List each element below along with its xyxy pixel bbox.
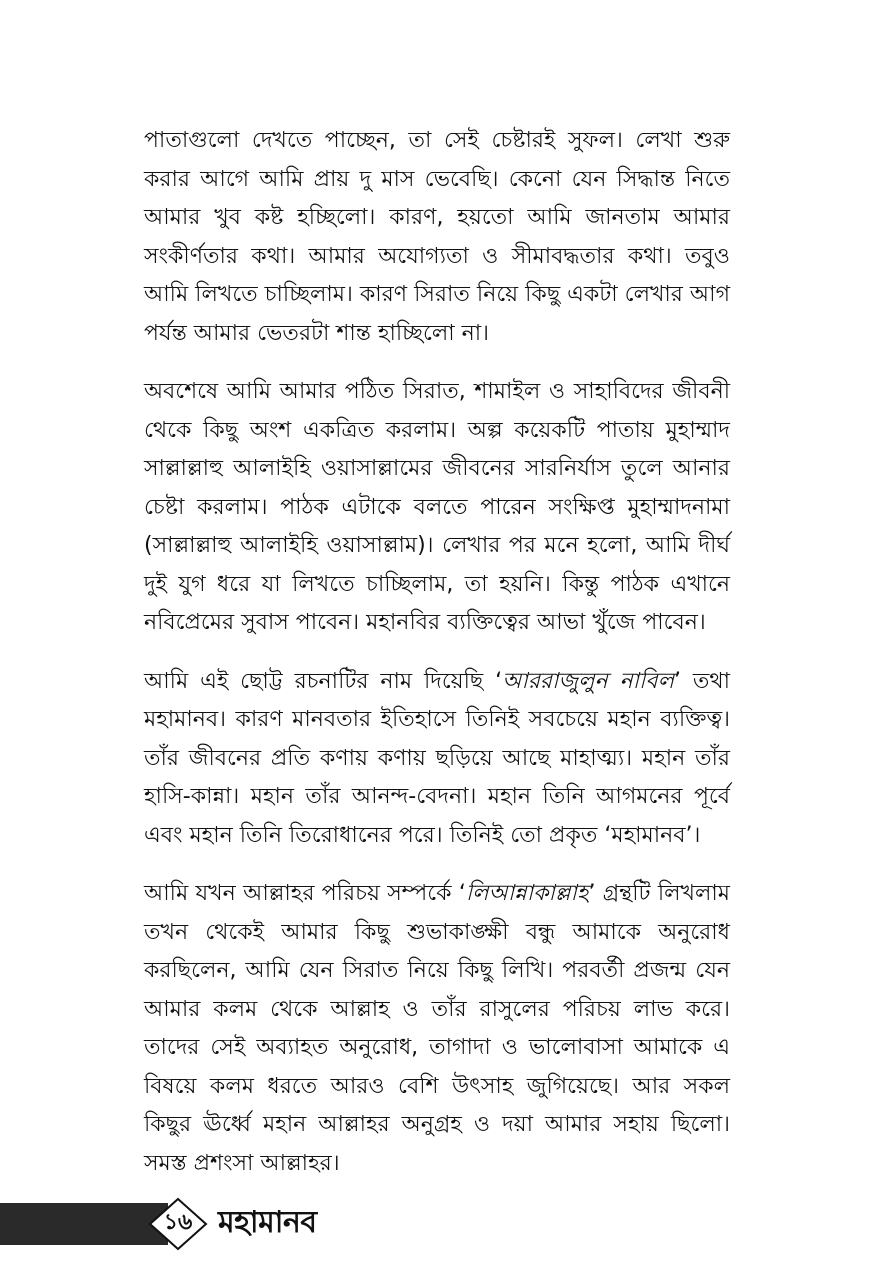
- paragraph: [144, 122, 730, 353]
- paragraph: [144, 663, 730, 856]
- paragraph: [144, 875, 730, 1183]
- page-body: [144, 122, 730, 1203]
- page-number: ১৬: [163, 1210, 193, 1235]
- paragraph-text: ’ গ্রন্থটি লিখলাম তখন থেকেই আমার কিছু শুভাকাঙ্ক্ষী বন্ধু আমাকে অনুরোধ করছিলেন, আমি যেন সিরাত নিয়ে কিছু লিখি। পরবর্তী প্রজন্ম যেন আমার কলম থেকে আল্লাহ ও তাঁর রাসুলের পরিচয় লাভ করে। তাদের সেই অব্যাহত অনুরোধ, তাগাদা ও ভালোবাসা আমাকে এ বিষয়ে কলম ধরতে আরও বেশি উৎসাহ জুগিয়েছে। আর সকল কিছুর ঊর্ধ্বে মহান আল্লাহর অনুগ্রহ ও দয়া আমার সহায় ছিলো। সমস্ত প্রশংসা আল্লাহর।: [144, 881, 730, 1176]
- paragraph-text: আমি যখন আল্লাহর পরিচয় সম্পর্কে ‘: [144, 881, 466, 906]
- paragraph: [144, 373, 730, 643]
- paragraph-text: অবশেষে আমি আমার পঠিত সিরাত, শামাইল ও সাহাবিদের জীবনী থেকে কিছু অংশ একত্রিত করলাম। অল্প কয়েকটি পাতায় মুহাম্মাদ সাল্লাল্লাহু আলাইহি ওয়াসাল্লামের জীবনের সারনির্যাস তুলে আনার চেষ্টা করলাম। পাঠক এটাকে বলতে পারেন সংক্ষিপ্ত মুহাম্মাদনামা (সাল্লাল্লাহু আলাইহি ওয়াসাল্লাম)। লেখার পর মনে হলো, আমি দীর্ঘ দুই যুগ ধরে যা লিখতে চাচ্ছিলাম, তা হয়নি। কিন্তু পাঠক এখানে নবিপ্রেমের সুবাস পাবেন। মহানবির ব্যক্তিত্বের আভা খুঁজে পাবেন।: [144, 379, 730, 635]
- book-name-italic: লিআন্নাকাল্লাহ: [465, 881, 589, 906]
- book-name-italic: আররাজুলুন নাবিল: [502, 668, 674, 694]
- footer-bar: [0, 1203, 168, 1245]
- paragraph-text: ’ তথা মহামানব। কারণ মানবতার ইতিহাসে তিনিই সবচেয়ে মহান ব্যক্তিত্ব। তাঁর জীবনের প্রতি কণায় কণায় ছড়িয়ে আছে মাহাত্ম্য। মহান তাঁর হাসি-কান্না। মহান তাঁর আনন্দ-বেদনা। মহান তিনি আগমনের পূর্বে এবং মহান তিনি তিরোধানের পরে। তিনিই তো প্রকৃত ‘মহামানব’।: [144, 668, 731, 848]
- paragraph-text: পাতাগুলো দেখতে পাচ্ছেন, তা সেই চেষ্টারই সুফল। লেখা শুরু করার আগে আমি প্রায় দু মাস ভেবেছি। কেনো যেন সিদ্ধান্ত নিতে আমার খুব কষ্ট হচ্ছিলো। কারণ, হয়তো আমি জানতাম আমার সংকীর্ণতার কথা। আমার অযোগ্যতা ও সীমাবদ্ধতার কথা। তবুও আমি লিখতে চাচ্ছিলাম। কারণ সিরাত নিয়ে কিছু একটা লেখার আগ পর্যন্ত আমার ভেতরটা শান্ত হাচ্ছিলো না।: [144, 128, 730, 346]
- paragraph-text: আমি এই ছোট্ট রচনাটির নাম দিয়েছি ‘: [144, 668, 503, 694]
- running-title: মহামানব: [218, 1205, 317, 1240]
